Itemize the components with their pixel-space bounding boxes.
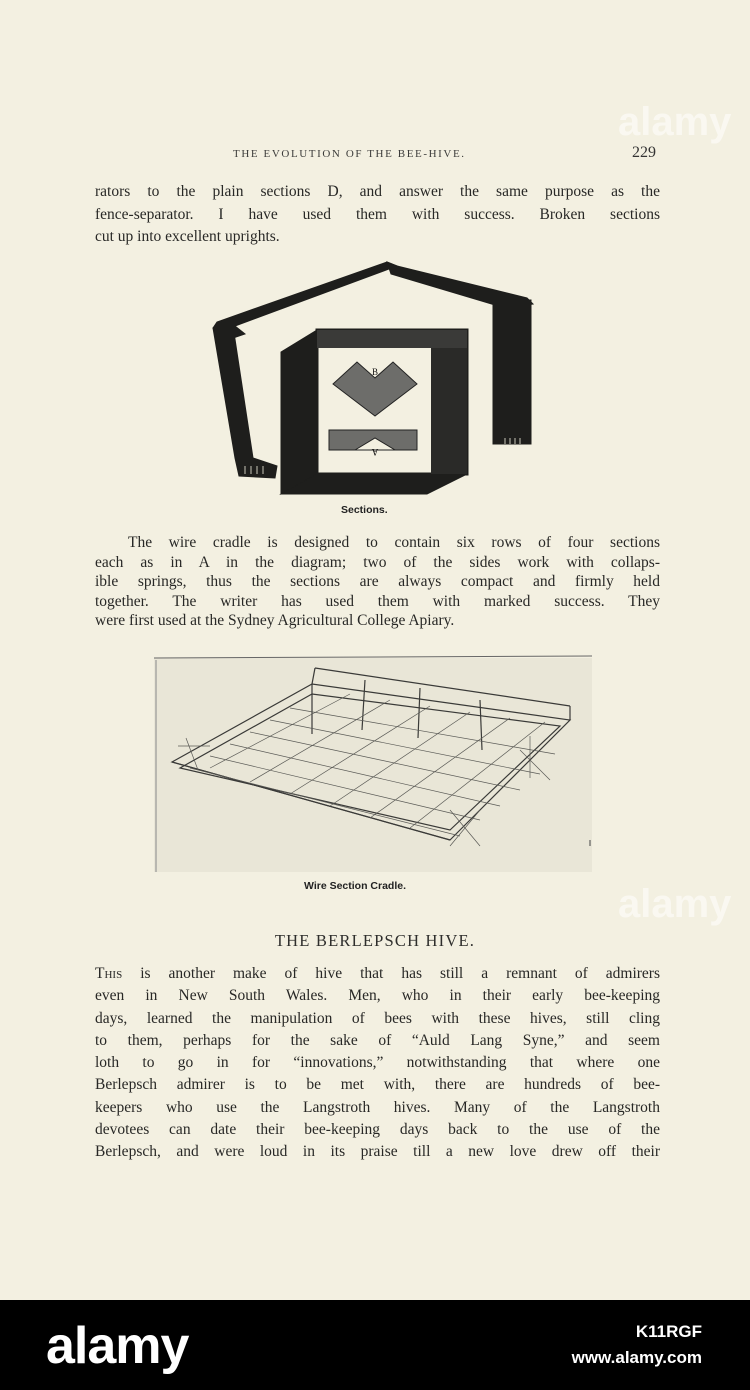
lead-line-text: is another make of hive that has still a remnant of admirers [122,965,660,982]
alamy-logo: alamy [46,1317,189,1375]
text-line: together. The writer has used them with marked success. They [95,592,660,610]
text-line: to them, perhaps for the sake of “Auld Lang Syne,” and seem [95,1031,660,1049]
stock-footer-bar [0,1300,750,1390]
text-line [95,963,660,985]
figure-caption-sections: Sections. [341,504,388,516]
image-id: K11RGF [635,1322,702,1341]
paragraph-1 [95,181,660,249]
page-header [95,146,660,166]
text-line: The wire cradle is designed to contain six rows of four sections [128,534,660,551]
paragraph-2 [95,533,660,631]
text-line: even in New South Wales. Men, who in their early bee-keeping [95,987,660,1005]
site-url: www.alamy.com [571,1348,702,1367]
text-line: cut up into excellent uprights. [95,228,280,245]
wire-cradle-illustration [150,650,600,875]
text-line: loth to go in for “innovations,” notwithstanding that where one [95,1054,660,1072]
text-line: fence-separator. I have used them with success. Broken sections [95,205,660,223]
figure-label-b: B [371,367,379,377]
figure-caption-cradle: Wire Section Cradle. [304,880,407,892]
paragraph-3 [95,963,660,1164]
text-line: Berlepsch, and were loud in its praise till a new love drew off their [95,1143,660,1161]
text-line: ible springs, thus the sections are always compact and firmly held [95,573,660,591]
text-line: rators to the plain sections D, and answer the same purpose as the [95,183,660,200]
sections-illustration [205,258,545,498]
page-number: 229 [632,144,656,161]
watermark: alamy [618,100,732,144]
text-line: days, learned the manipulation of bees with these hives, still cling [95,1009,660,1027]
figure-label-a: A [371,447,379,457]
text-line: devotees can date their bee-keeping days back to the use of the [95,1121,660,1139]
running-title: THE EVOLUTION OF THE BEE-HIVE. [233,148,466,160]
text-line: were first used at the Sydney Agricultural College Apiary. [95,612,455,630]
lead-word: This [95,965,123,982]
section-heading: THE BERLEPSCH HIVE. [274,931,476,950]
watermark: alamy [618,882,732,926]
text-line: Berlepsch admirer is to be met with, there are hundreds of bee- [95,1076,660,1094]
text-line: keepers who use the Langstroth hives. Many of the Langstroth [95,1098,660,1116]
text-line: each as in A in the diagram; two of the sides work with collaps- [95,553,660,571]
